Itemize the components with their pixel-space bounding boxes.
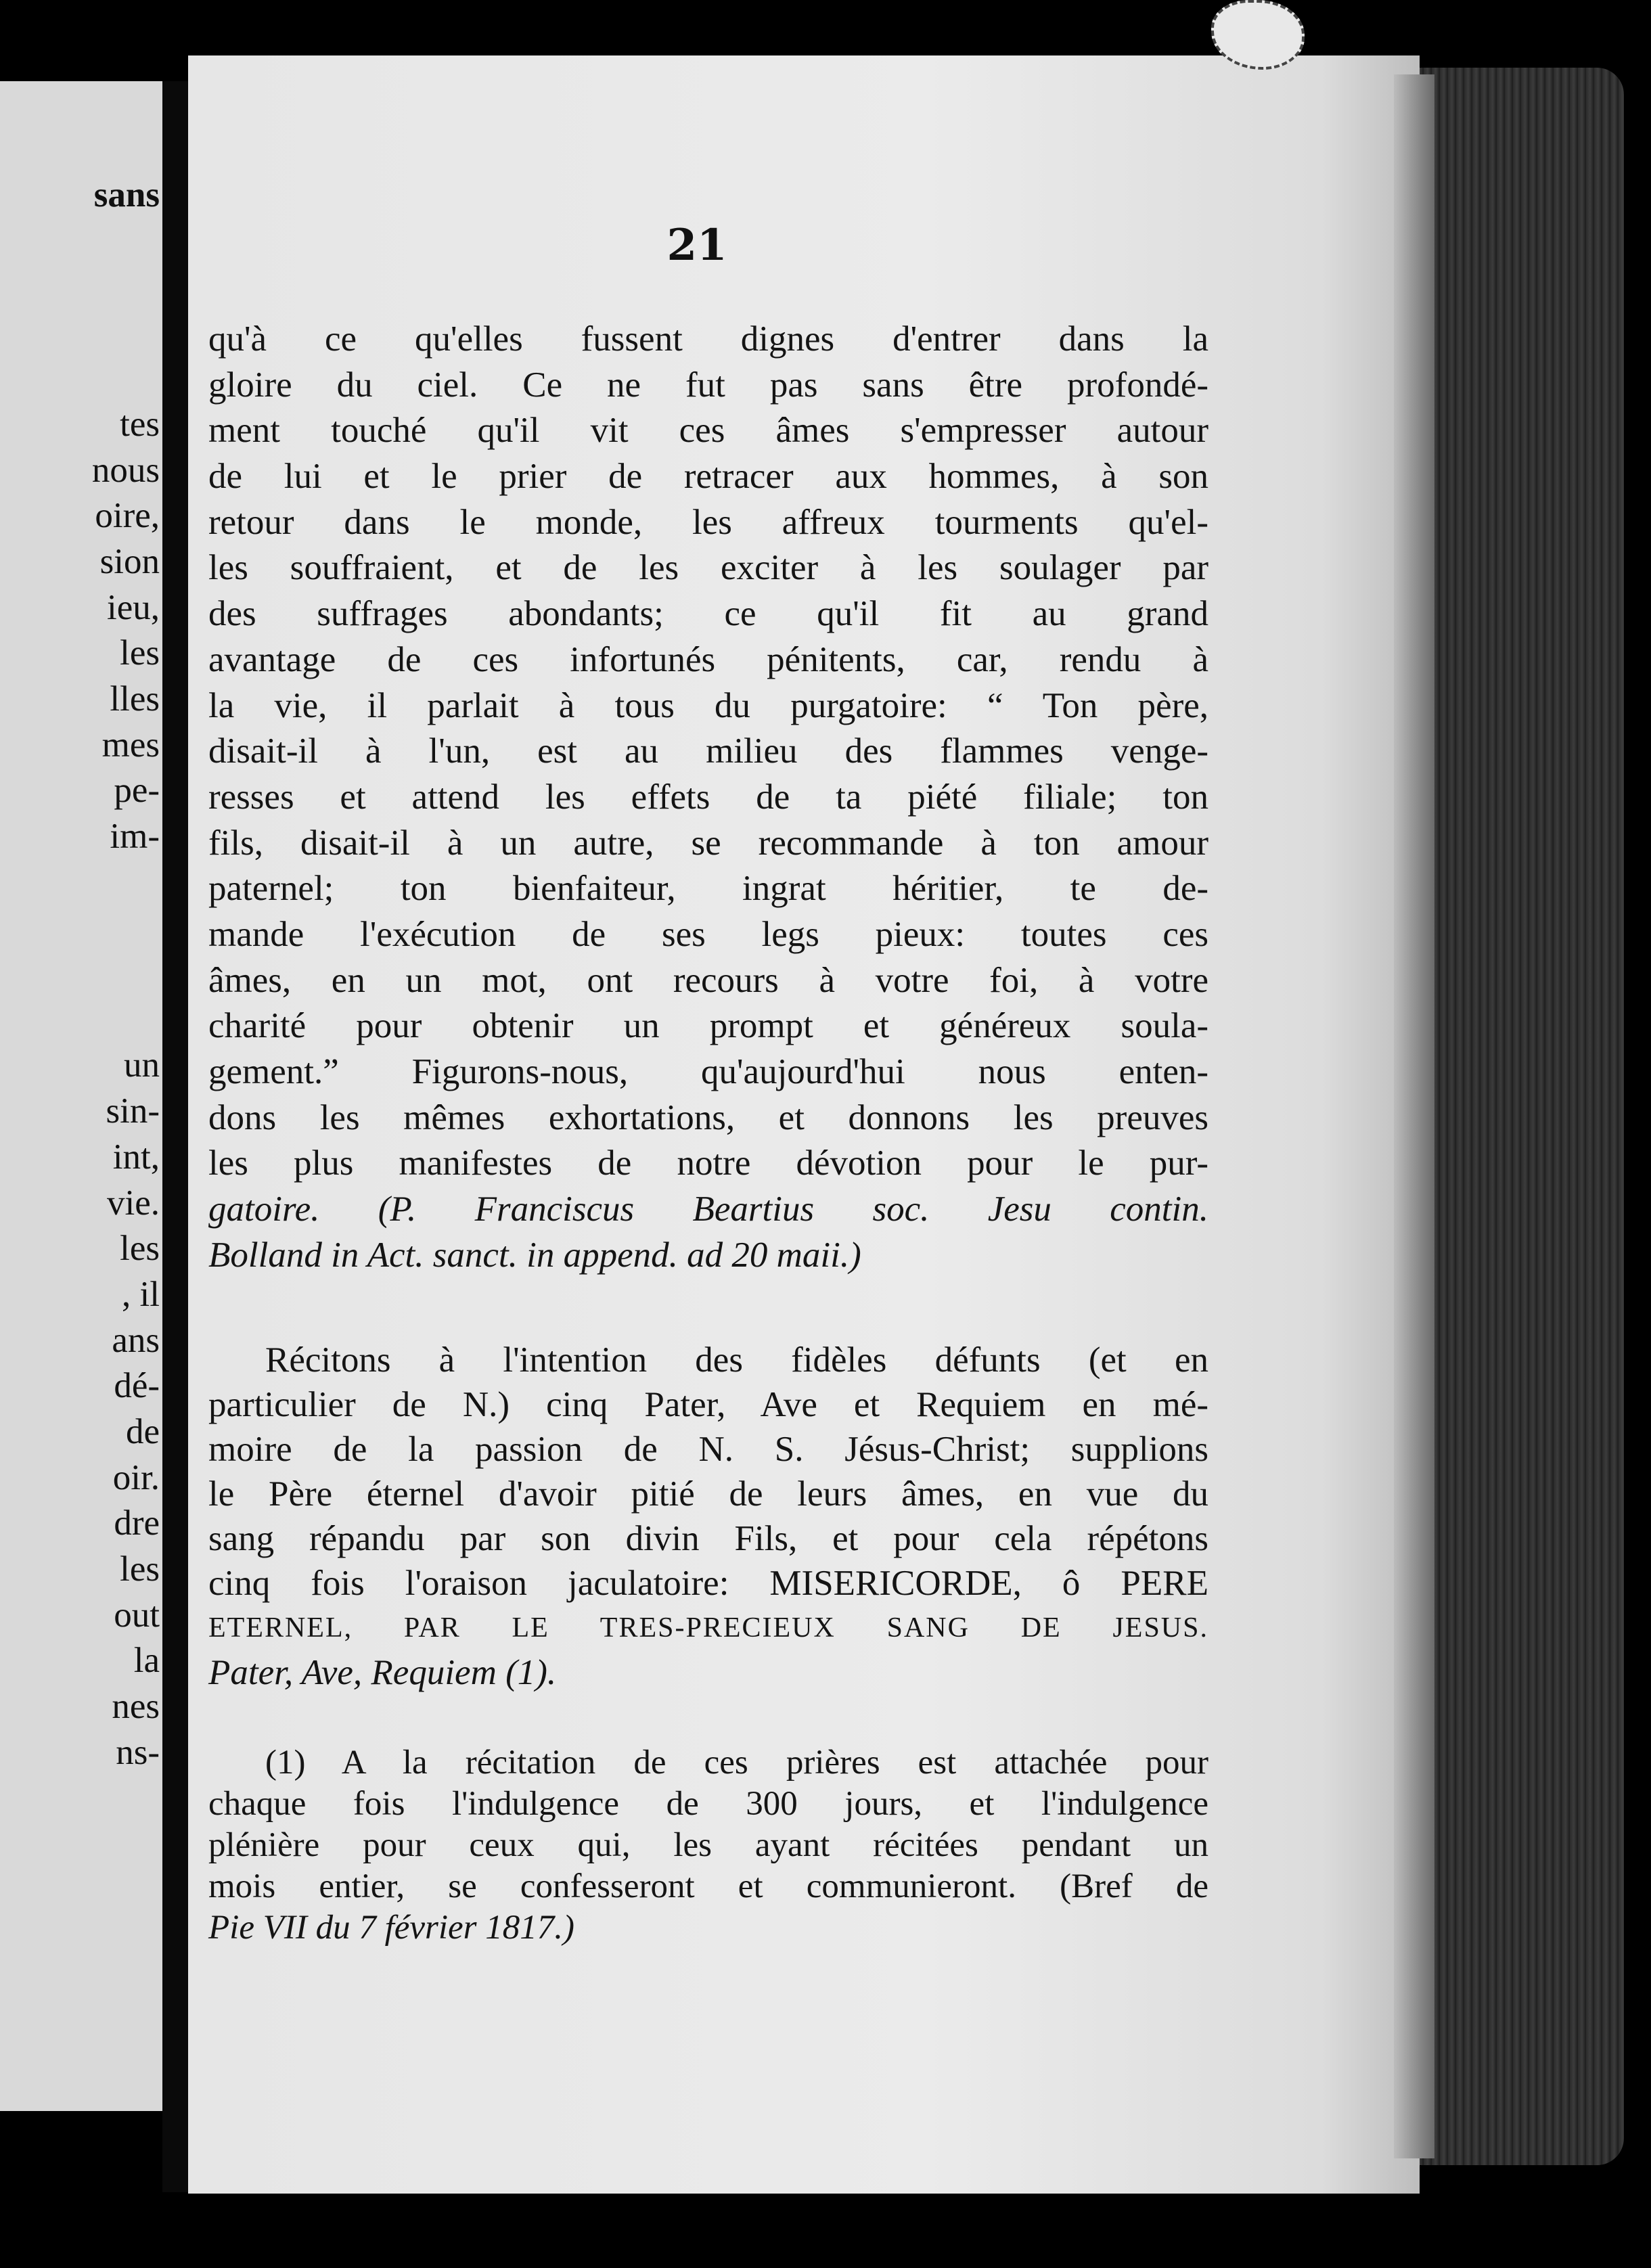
left-line: lles [110, 679, 160, 719]
left-line: sin- [106, 1091, 160, 1131]
text-line: cinq fois l'oraison jaculatoire: MISERICORDE, ô PERE [208, 1564, 1208, 1603]
book-fore-edge [1407, 68, 1624, 2165]
left-line [0, 356, 160, 402]
left-line: pe- [114, 771, 160, 811]
left-page-text [0, 81, 160, 1775]
left-line [0, 310, 160, 356]
footnote [208, 1742, 1208, 1949]
left-line: ans [112, 1320, 160, 1360]
text-line: sang répandu par son divin Fils, et pour cela répétons [208, 1519, 1208, 1558]
text-line: chaque fois l'indulgence de 300 jours, et l'indulgence [208, 1785, 1208, 1823]
left-line: oir. [112, 1457, 160, 1497]
left-line: oire, [95, 496, 160, 536]
text-line: mois entier, se confesseront et communieront. (Bref de [208, 1867, 1208, 1905]
body-paragraph [208, 317, 1208, 1278]
left-page [0, 81, 162, 2111]
left-line: de [125, 1411, 160, 1451]
text-line: les plus manifestes de notre dévotion pour le pur- [208, 1143, 1208, 1183]
text-line: dons les mêmes exhortations, et donnons les preuves [208, 1097, 1208, 1137]
text-line: âmes, en un mot, ont recours à votre foi, à votre [208, 960, 1208, 1000]
left-line [0, 905, 160, 951]
left-line: sans [93, 175, 160, 215]
book-gutter [162, 81, 188, 2192]
text-line: des suffrages abondants; ce qu'il fit au grand [208, 594, 1208, 634]
left-line: les [120, 1549, 160, 1589]
text-line: Récitons à l'intention des fidèles défunts (et en [265, 1340, 1208, 1380]
text-line: charité pour obtenir un prompt et généreux soula- [208, 1006, 1208, 1046]
text-line: avantage de ces infortunés pénitents, car, rendu à [208, 639, 1208, 679]
text-line: (1) A la récitation de ces prières est attachée pour [265, 1744, 1208, 1782]
text-line: la vie, il parlait à tous du purgatoire: “ Ton père, [208, 685, 1208, 725]
left-line: la [133, 1641, 160, 1681]
left-line: , il [122, 1274, 160, 1314]
text-line: gement.” Figurons-nous, qu'aujourd'hui nous enten- [208, 1052, 1208, 1091]
text-line: qu'à ce qu'elles fussent dignes d'entrer dans la [208, 319, 1208, 359]
text-line: particulier de N.) cinq Pater, Ave et Requiem en mé- [208, 1385, 1208, 1424]
left-line: int, [112, 1137, 160, 1177]
prayer-paragraph [208, 1338, 1208, 1695]
left-line: sion [99, 541, 160, 581]
left-line: ns- [116, 1732, 160, 1772]
text-line: mande l'exécution de ses legs pieux: toutes ces [208, 914, 1208, 954]
left-line: les [120, 1229, 160, 1269]
left-line [0, 219, 160, 265]
left-line: im- [110, 817, 160, 856]
text-line: moire de la passion de N. S. Jésus-Christ; supplions [208, 1430, 1208, 1469]
left-line: ieu, [107, 587, 160, 627]
text-line: gatoire. (P. Franciscus Beartius soc. Jesu contin. [208, 1189, 1208, 1229]
page-edge-shadow [1394, 74, 1434, 2158]
text-line: plénière pour ceux qui, les ayant récitées pendant un [208, 1826, 1208, 1864]
left-line: tes [120, 404, 160, 444]
left-line: dre [114, 1503, 160, 1543]
text-line: le Père éternel d'avoir pitié de leurs âmes, en vue du [208, 1474, 1208, 1514]
text-line: Pater, Ave, Requiem (1). [208, 1653, 557, 1692]
text-line: de lui et le prier de retracer aux hommes, à son [208, 457, 1208, 497]
left-line [0, 127, 160, 173]
text-line: paternel; ton bienfaiteur, ingrat héritier, te de- [208, 869, 1208, 909]
text-line: retour dans le monde, les affreux tourments qu'el- [208, 502, 1208, 542]
left-line [0, 997, 160, 1043]
left-line: mes [101, 725, 160, 765]
left-line [0, 265, 160, 311]
left-line: un [124, 1045, 160, 1085]
text-line: gloire du ciel. Ce ne fut pas sans être profondé- [208, 365, 1208, 405]
left-line: vie. [107, 1183, 160, 1223]
left-line: dé- [114, 1366, 160, 1406]
left-line: nes [112, 1687, 160, 1727]
text-line: ment touché qu'il vit ces âmes s'empresser autour [208, 411, 1208, 451]
left-line [0, 81, 160, 127]
text-line: les souffraient, et de les exciter à les soulager par [208, 548, 1208, 588]
text-line: Pie VII du 7 février 1817.) [208, 1909, 575, 1947]
page-number: 21 [666, 220, 727, 271]
text-line: ETERNEL, PAR LE TRES-PRECIEUX SANG DE JESUS. [208, 1612, 1208, 1643]
text-line: Bolland in Act. sanct. in append. ad 20 maii.) [208, 1235, 861, 1275]
left-line: les [120, 633, 160, 673]
left-line: nous [91, 450, 160, 490]
text-line: disait-il à l'un, est au milieu des flammes venge- [208, 731, 1208, 771]
left-line [0, 951, 160, 997]
left-line: out [114, 1595, 160, 1635]
text-line: fils, disait-il à un autre, se recommande à ton amour [208, 823, 1208, 863]
left-line [0, 860, 160, 906]
text-line: resses et attend les effets de ta piété filiale; ton [208, 777, 1208, 817]
